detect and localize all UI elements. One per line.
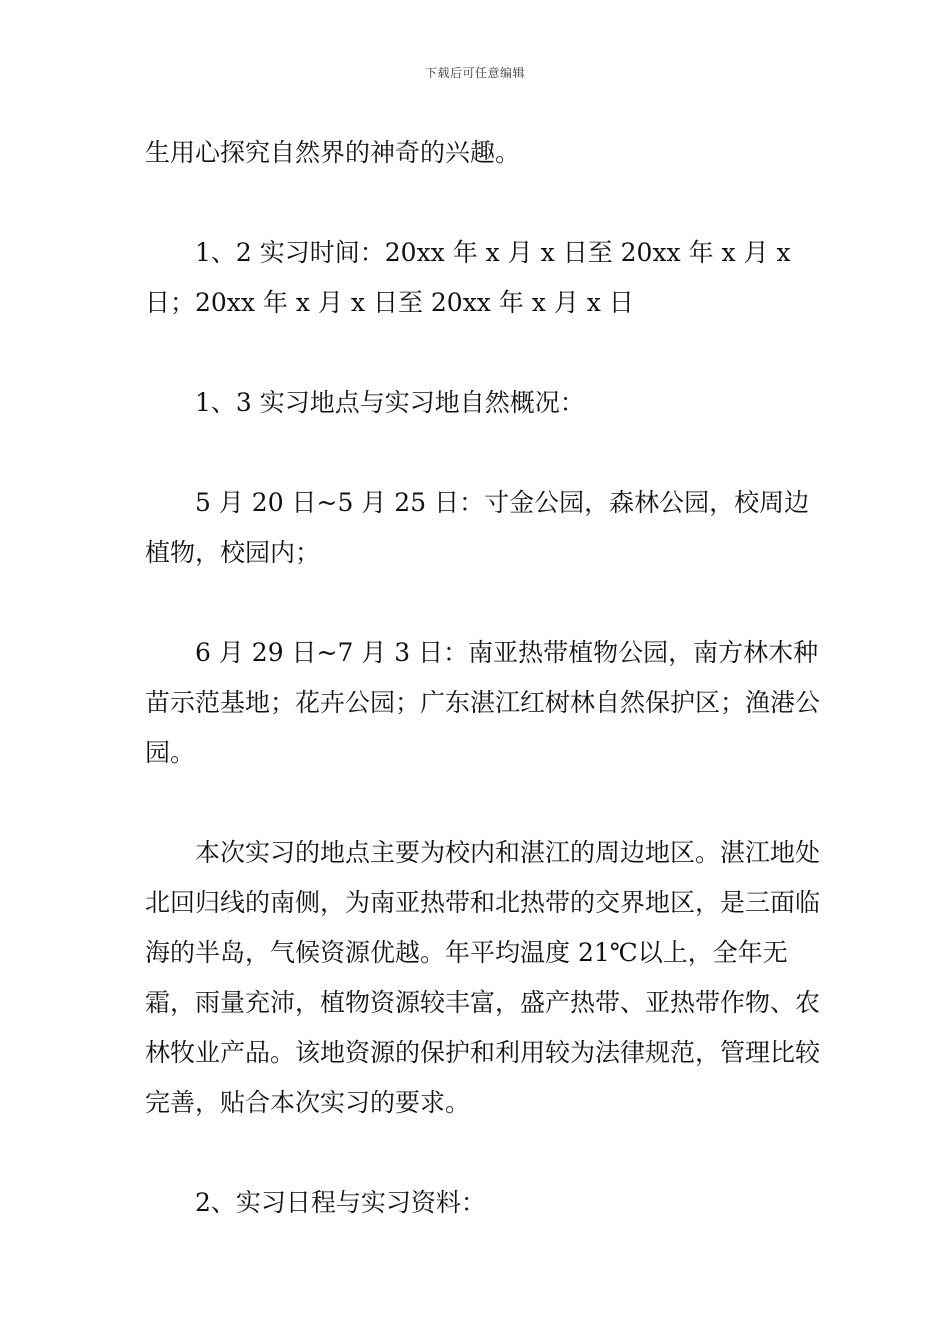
paragraph-location-heading: 1、3 实习地点与实习地自然概况： (195, 388, 585, 417)
paragraph-schedule-heading: 2、实习日程与实习资料： (195, 1188, 486, 1217)
paragraph-june-schedule: 6 月 29 日~7 月 3 日：南亚热带植物公园，南方林木种苗示范基地；花卉公园；广东湛江红树林自然保护区；渔港公园。 (145, 638, 821, 767)
paragraph-continuation: 生用心探究自然界的神奇的兴趣。 (145, 138, 521, 167)
paragraph-location-overview: 本次实习的地点主要为校内和湛江的周边地区。湛江地处北回归线的南侧，为南亚热带和北热带的交界地区，是三面临海的半岛，气候资源优越。年平均温度 21℃以上，全年无霜，雨量充沛，植物资源较丰富，盛产热带、亚热带作物、农林牧业产品。该地资源的保护和利用较为法律规范，管理比较完善，贴合本次实习的要求。 (145, 838, 821, 1117)
page-header-note: 下载后可任意编辑 (424, 66, 525, 80)
document-body (145, 128, 825, 1228)
paragraph-may-schedule: 5 月 20 日~5 月 25 日：寸金公园，森林公园，校周边植物，校园内； (145, 488, 810, 567)
paragraph-internship-time: 1、2 实习时间：20xx 年 x 月 x 日至 20xx 年 x 月 x 日；20xx 年 x 月 x 日至 20xx 年 x 月 x 日 (145, 238, 791, 317)
